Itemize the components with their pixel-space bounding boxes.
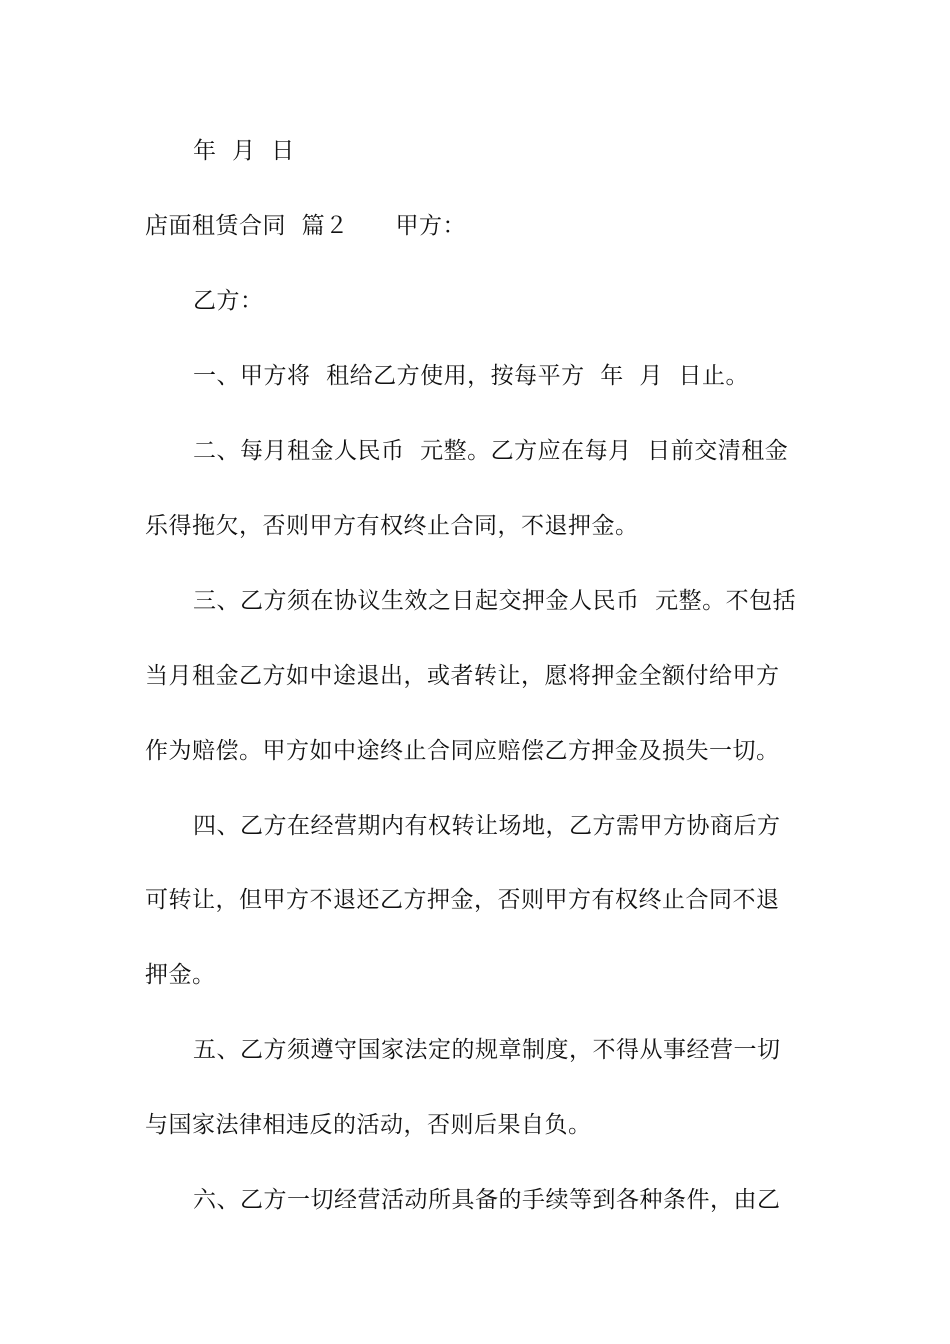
date-line: 年 月 日 [193, 138, 295, 164]
clause-2-line-2: 乐得拖欠，否则甲方有权终止合同，不退押金。 [145, 513, 639, 539]
clause-3-line-1: 三、乙方须在协议生效之日起交押金人民币 元整。不包括 [193, 588, 797, 614]
party-b-line: 乙方： [193, 288, 264, 314]
clause-1: 一、甲方将 租给乙方使用，按每平方 年 月 日止。 [193, 363, 749, 389]
clause-4-line-1: 四、乙方在经营期内有权转让场地，乙方需甲方协商后方 [193, 813, 781, 839]
clause-6-line-1: 六、乙方一切经营活动所具备的手续等到各种条件，由乙 [193, 1187, 781, 1213]
clause-5-line-2: 与国家法律相违反的活动，否则后果自负。 [145, 1112, 592, 1138]
clause-4-line-2: 可转让，但甲方不退还乙方押金，否则甲方有权终止合同不退 [145, 887, 780, 913]
title-line: 店面租赁合同 篇２ 甲方： [145, 213, 466, 239]
clause-3-line-3: 作为赔偿。甲方如中途终止合同应赔偿乙方押金及损失一切。 [145, 738, 780, 764]
clause-4-line-3: 押金。 [145, 962, 216, 988]
clause-3-line-2: 当月租金乙方如中途退出，或者转让，愿将押金全额付给甲方 [145, 663, 780, 689]
clause-5-line-1: 五、乙方须遵守国家法定的规章制度，不得从事经营一切 [193, 1037, 781, 1063]
clause-2-line-1: 二、每月租金人民币 元整。乙方应在每月 日前交清租金 [193, 438, 789, 464]
